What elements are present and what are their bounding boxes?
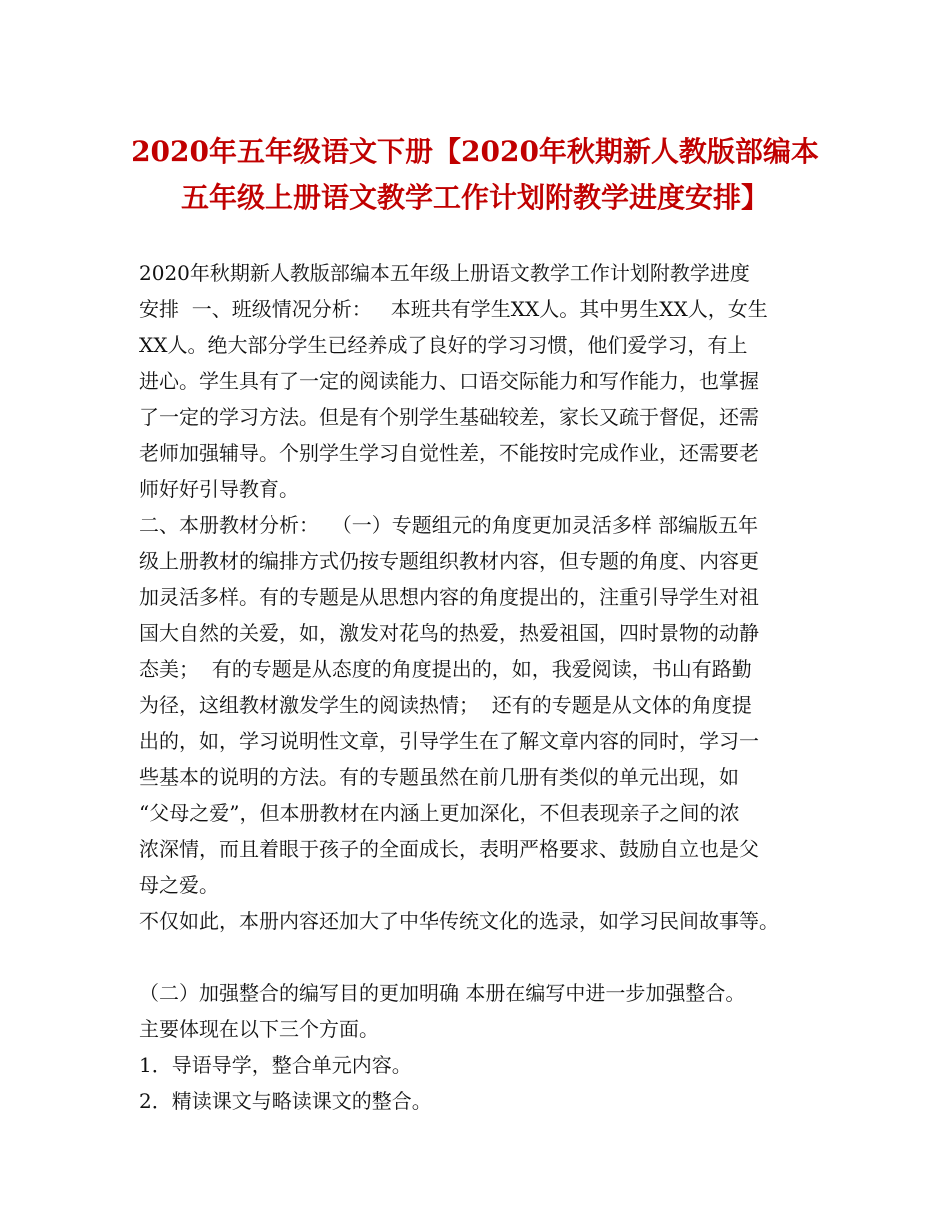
- body-line: 二、本册教材分析： （一）专题组元的角度更加灵活多样 部编版五年: [139, 513, 759, 537]
- body-line: （二）加强整合的编写目的更加明确 本册在编写中进一步加强整合。: [139, 981, 746, 1005]
- body-line: 为径，这组教材激发学生的阅读热情； 还有的专题是从文体的角度提: [139, 693, 752, 717]
- body-line: 加灵活多样。有的专题是从思想内容的角度提出的，注重引导学生对祖: [139, 585, 759, 609]
- body-line: 些基本的说明的方法。有的专题虽然在前几册有类似的单元出现，如: [139, 765, 739, 789]
- body-line: 2020年秋期新人教版部编本五年级上册语文教学工作计划附教学进度: [139, 261, 750, 285]
- body-line: 师好好引导教育。: [139, 477, 299, 501]
- body-line: 老师加强辅导。个别学生学习自觉性差，不能按时完成作业，还需要老: [139, 441, 759, 465]
- body-line: 浓深情，而且着眼于孩子的全面成长，表明严格要求、鼓励自立也是父: [139, 837, 759, 861]
- document-title-line-1: 2020年五年级语文下册【2020年秋期新人教版部编本: [131, 135, 819, 168]
- body-line: 不仅如此，本册内容还加大了中华传统文化的选录，如学习民间故事等。: [139, 909, 779, 933]
- body-line: XX人。绝大部分学生已经养成了良好的学习习惯，他们爱学习，有上: [139, 333, 748, 357]
- body-line: 安排 一、班级情况分析： 本班共有学生XX人。其中男生XX人，女生: [139, 297, 768, 321]
- document-title-line-2: 五年级上册语文教学工作计划附教学进度安排】: [180, 181, 769, 214]
- body-line: 进心。学生具有了一定的阅读能力、口语交际能力和写作能力，也掌握: [139, 369, 759, 393]
- body-line: 出的，如，学习说明性文章，引导学生在了解文章内容的同时，学习一: [139, 729, 759, 753]
- body-line: 级上册教材的编排方式仍按专题组织教材内容，但专题的角度、内容更: [139, 549, 759, 573]
- body-line: 主要体现在以下三个方面。: [139, 1017, 379, 1041]
- body-line: 了一定的学习方法。但是有个别学生基础较差，家长又疏于督促，还需: [139, 405, 759, 429]
- body-line: “父母之爱”，但本册教材在内涵上更加深化，不但表现亲子之间的浓: [139, 801, 740, 825]
- body-line: 国大自然的关爱，如，激发对花鸟的热爱，热爱祖国，四时景物的动静: [139, 621, 759, 645]
- body-line: 母之爱。: [139, 873, 219, 897]
- body-line: 2．精读课文与略读课文的整合。: [139, 1089, 432, 1113]
- body-line: 1．导语导学，整合单元内容。: [139, 1053, 412, 1077]
- body-line: 态美； 有的专题是从态度的角度提出的，如，我爱阅读，书山有路勤: [139, 657, 752, 681]
